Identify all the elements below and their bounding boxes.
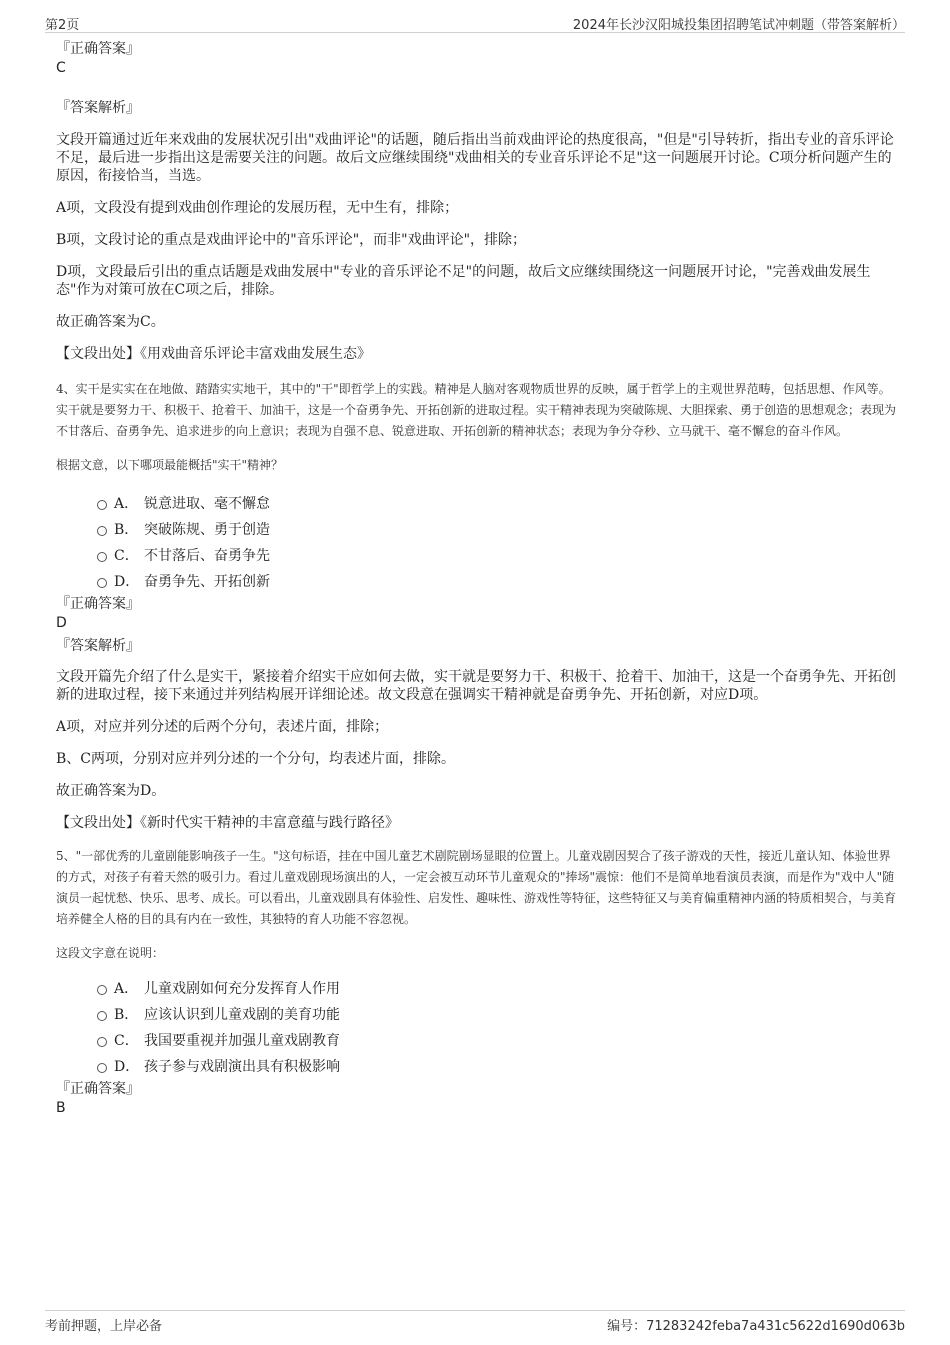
option-d[interactable]: D． 奋勇争先、开拓创新	[56, 569, 896, 595]
question-text: 4、实干是实实在在地做、踏踏实实地干，其中的"干"即哲学上的实践。精神是人脑对客观物质世界的反映，属于哲学上的主观世界范畴，包括思想、作风等。实干就是要努力干、积极干、抢着干、加油干，这是一个奋勇争先、开拓创新的进取过程。实干精神表现为突破陈规、大胆探索、勇于创造的思想观念；表现为不甘落后、奋勇争先、追求进步的向上意识；表现为自强不息、锐意进取、开拓创新的精神状态；表现为争分夺秒、立马就干、毫不懈怠的奋斗作风。	[56, 382, 897, 438]
question-text: 5、"一部优秀的儿童剧能影响孩子一生。"这句标语，挂在中国儿童艺术剧院剧场显眼的位置上。儿童戏剧因契合了孩子游戏的天性，接近儿童认知、体验世界的方式，对孩子有着天然的吸引力。看过儿童戏剧现场演出的人，一定会被互动环节儿童观众的"捧场"震惊：他们不是简单地看演员表演，而是作为"戏中人"随演员一起忧愁、快乐、思考、成长。可以看出，儿童戏剧具有体验性、启发性、趣味性、游戏性等特征，这些特征又与美育偏重精神内涵的特质相契合，与美育培养健全人格的目的具有内在一致性，其独特的育人功能不容忽视。	[56, 849, 897, 926]
answer-label: 『正确答案』	[56, 1081, 140, 1097]
analysis-paragraph: A项，文段没有提到戏曲创作理论的发展历程，无中生有，排除；	[56, 200, 459, 216]
radio-icon[interactable]	[97, 526, 107, 536]
answer-value: D	[56, 615, 67, 631]
analysis-paragraph: B项，文段讨论的重点是戏曲评论中的"音乐评论"，而非"戏曲评论"，排除；	[56, 232, 527, 248]
radio-icon[interactable]	[97, 500, 107, 510]
radio-icon[interactable]	[97, 1063, 107, 1073]
question-prompt: 这段文字意在说明：	[56, 946, 165, 960]
radio-icon[interactable]	[97, 578, 107, 588]
analysis-label: 『答案解析』	[56, 638, 140, 654]
option-list	[56, 491, 896, 595]
code-value: 71283242feba7a431c5622d1690d063b	[646, 1319, 905, 1334]
source-citation: 【文段出处】《新时代实干精神的丰富意蕴与践行路径》	[56, 815, 399, 831]
option-c[interactable]: C． 不甘落后、奋勇争先	[56, 543, 896, 569]
analysis-paragraph: A项，对应并列分述的后两个分句，表述片面，排除；	[56, 719, 389, 735]
analysis-conclusion: 故正确答案为C。	[56, 314, 165, 330]
analysis-label: 『答案解析』	[56, 100, 140, 116]
option-b[interactable]: B． 突破陈规、勇于创造	[56, 517, 896, 543]
code-label: 编号：	[607, 1319, 647, 1334]
radio-icon[interactable]	[97, 1011, 107, 1021]
answer-value: B	[56, 1100, 66, 1116]
radio-icon[interactable]	[97, 1037, 107, 1047]
analysis-paragraph: D项，文段最后引出的重点话题是戏曲发展中"专业的音乐评论不足"的问题，故后文应继续围绕这一问题展开讨论，"完善戏曲发展生态"作为对策可放在C项之后，排除。	[56, 264, 871, 298]
page-number: 第2页	[45, 18, 80, 33]
option-d[interactable]: D． 孩子参与戏剧演出具有积极影响	[56, 1054, 896, 1080]
question-prompt: 根据文意，以下哪项最能概括"实干"精神？	[56, 458, 284, 472]
option-b[interactable]: B． 应该认识到儿童戏剧的美育功能	[56, 1002, 896, 1028]
page-footer	[45, 1310, 905, 1333]
analysis-paragraph: B、C两项，分别对应并列分述的一个分句，均表述片面，排除。	[56, 751, 455, 767]
radio-icon[interactable]	[97, 985, 107, 995]
analysis-paragraph: 文段开篇通过近年来戏曲的发展状况引出"戏曲评论"的话题，随后指出当前戏曲评论的热度很高，"但是"引导转折，指出专业的音乐评论不足，最后进一步指出这是需要关注的问题。故后文应继续围绕"戏曲相关的专业音乐评论不足"这一问题展开讨论。C项分析问题产生的原因，衔接恰当，当选。	[56, 132, 894, 184]
option-a[interactable]: A． 儿童戏剧如何充分发挥育人作用	[56, 976, 896, 1002]
source-citation: 【文段出处】《用戏曲音乐评论丰富戏曲发展生态》	[56, 346, 371, 362]
option-c[interactable]: C． 我国要重视并加强儿童戏剧教育	[56, 1028, 896, 1054]
option-list	[56, 976, 896, 1080]
page-header	[45, 12, 905, 33]
document-title: 2024年长沙汉阳城投集团招聘笔试冲刺题（带答案解析）	[572, 18, 905, 33]
answer-value: C	[56, 60, 66, 76]
analysis-conclusion: 故正确答案为D。	[56, 783, 166, 799]
analysis-paragraph: 文段开篇先介绍了什么是实干，紧接着介绍实干应如何去做，实干就是要努力干、积极干、抢着干、加油干，这是一个奋勇争先、开拓创新的进取过程，接下来通过并列结构展开详细论述。故文段意在强调实干精神就是奋勇争先、开拓创新，对应D项。	[56, 669, 896, 703]
radio-icon[interactable]	[97, 552, 107, 562]
footer-slogan: 考前押题，上岸必备	[45, 1319, 163, 1334]
document-code	[607, 1315, 905, 1334]
answer-label: 『正确答案』	[56, 41, 140, 57]
option-a[interactable]: A． 锐意进取、毫不懈怠	[56, 491, 896, 517]
answer-label: 『正确答案』	[56, 596, 140, 612]
document-body	[56, 40, 896, 1118]
